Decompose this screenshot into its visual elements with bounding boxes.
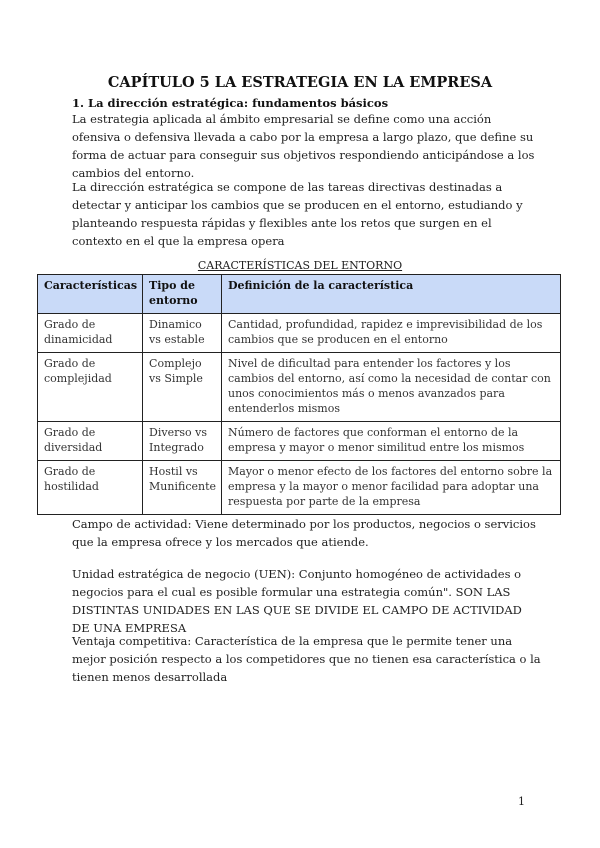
table-cell-characteristic: Grado de complejidad xyxy=(38,353,143,422)
table-cell-definition: Nivel de dificultad para entender los factores y los cambios del entorno, así como la necesidad de contar con unos conocimientos más o menos avanzados para entenderlos mismos xyxy=(222,353,561,422)
paragraph-strategic-business-unit: Unidad estratégica de negocio (UEN): Conjunto homogéneo de actividades o negocios para el cual es posible formular una estrategia común". SON LAS DISTINTAS UNIDADES EN LAS QUE SE DIVIDE EL CAMPO DE ACTIVIDAD DE UNA EMPRESA xyxy=(72,567,522,635)
table-cell-definition: Cantidad, profundidad, rapidez e imprevisibilidad de los cambios que se producen en el entorno xyxy=(222,314,561,353)
paragraph-competitive-advantage: Ventaja competitiva: Característica de la empresa que le permite tener una mejor posición respecto a los competidores que no tienen esa característica o la tienen menos desarrollada xyxy=(72,634,541,684)
page-number: 1 xyxy=(518,795,525,808)
table-header-row xyxy=(38,275,561,314)
table-cell-type: Complejo vs Simple xyxy=(143,353,222,422)
chapter-title: CAPÍTULO 5 LA ESTRATEGIA EN LA EMPRESA xyxy=(107,74,493,91)
paragraph-strategic-direction: La dirección estratégica se compone de las tareas directivas destinadas a detectar y anticipar los cambios que se producen en el entorno, estudiando y planteando respuesta rápidas y flexibles ante los retos que surgen en el contexto en el que la empresa opera xyxy=(72,180,523,248)
section-heading: 1. La dirección estratégica: fundamentos básicos xyxy=(72,96,389,110)
table-cell-characteristic: Grado de diversidad xyxy=(38,422,143,461)
table-cell-characteristic: Grado de hostilidad xyxy=(38,461,143,515)
paragraph-activity-field: Campo de actividad: Viene determinado por los productos, negocios o servicios que la empresa ofrece y los mercados que atiende. xyxy=(72,517,536,549)
table-cell-definition: Número de factores que conforman el entorno de la empresa y mayor o menor similitud entre los mismos xyxy=(222,422,561,461)
table-row xyxy=(38,314,561,353)
table-cell-type: Hostil vs Munificente xyxy=(143,461,222,515)
table-cell-type: Diverso vs Integrado xyxy=(143,422,222,461)
table-caption: CARACTERÍSTICAS DEL ENTORNO xyxy=(197,259,403,272)
header-characteristics: Características xyxy=(38,275,143,314)
table-cell-definition: Mayor o menor efecto de los factores del entorno sobre la empresa y la mayor o menor facilidad para adoptar una respuesta por parte de la empresa xyxy=(222,461,561,515)
table-cell-characteristic: Grado de dinamicidad xyxy=(38,314,143,353)
table-row xyxy=(38,353,561,422)
table-row xyxy=(38,422,561,461)
header-environment-type: Tipo de entorno xyxy=(143,275,222,314)
header-definition: Definición de la característica xyxy=(222,275,561,314)
table-cell-type: Dinamico vs estable xyxy=(143,314,222,353)
table-row xyxy=(38,461,561,515)
environment-characteristics-table xyxy=(37,274,561,515)
paragraph-strategy-definition: La estrategia aplicada al ámbito empresarial se define como una acción ofensiva o defensiva llevada a cabo por la empresa a largo plazo, que define su forma de actuar para conseguir sus objetivos respondiendo anticipándose a los cambios del entorno. xyxy=(72,112,535,180)
